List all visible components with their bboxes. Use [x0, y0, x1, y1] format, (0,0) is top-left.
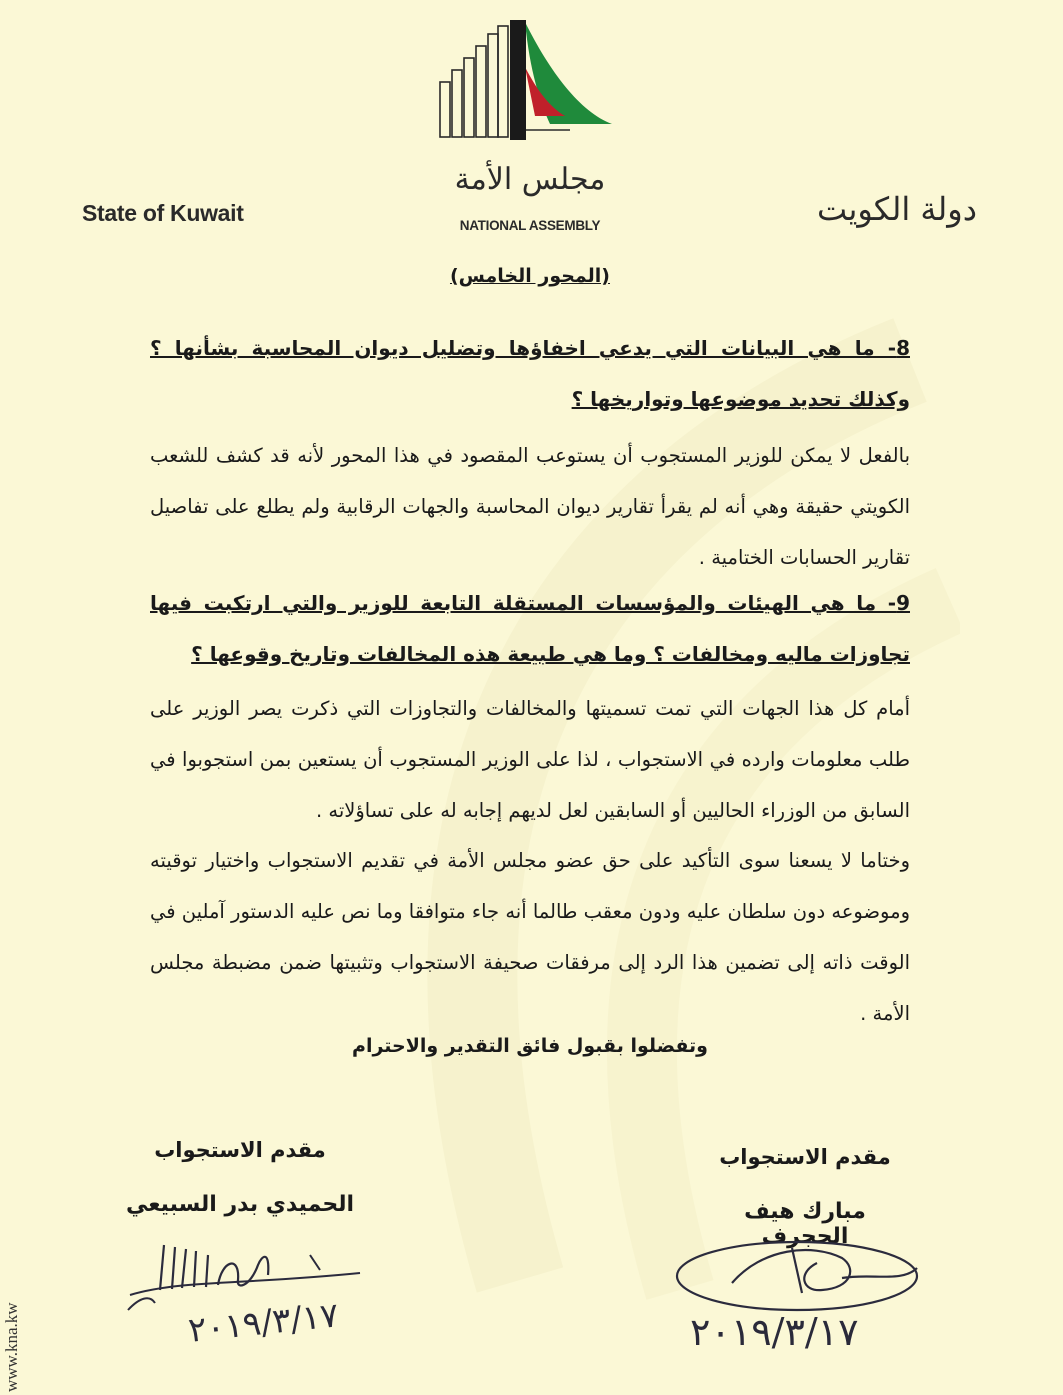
conclusion-paragraph: وختاما لا يسعنا سوى التأكيد على حق عضو مجلس الأمة في تقديم الاستجواب واختيار توقيته وموضوعه دون سلطان عليه ودون معقب طالما أنه جاء متوافقا وما نص عليه الدستور آملين في الوقت ذاته إلى تضمين هذا الرد إلى مرفقات صحيفة الاستجواب وتثبيتها ضمن مضبطة مجلس الأمة .	[150, 849, 910, 1025]
answer-8: بالفعل لا يمكن للوزير المستجوب أن يستوعب المقصود في هذا المحور لأنه قد كشف للشعب الكويتي حقيقة وهي أنه لم يقرأ تقارير ديوان المحاسبة والجهات الرقابية ولم يطلع على تفاصيل تقارير الحسابات الختامية .	[150, 444, 910, 569]
question-9: 9- ما هي الهيئات والمؤسسات المستقلة التابعة للوزير والتي ارتكبت فيها تجاوزات ماليه ومخالفات ؟ وما هي طبيعة هذه المخالفات وتاريخ وقوعها ؟	[150, 591, 910, 666]
question-8: 8- ما هي البيانات التي يدعي اخفاؤها وتضليل ديوان المحاسبة بشأنها ؟ وكذلك تحديد موضوعها وتواريخها ؟	[150, 336, 910, 411]
source-url: www.kna.kw	[2, 1302, 21, 1392]
logo-arabic-name: مجلس الأمة	[454, 162, 606, 197]
signatory-block-left	[120, 1138, 360, 1217]
section-title: (المحور الخامس)	[449, 265, 610, 287]
national-assembly-logo	[430, 12, 630, 232]
signatory-name: مبارك هيف الحجرف	[744, 1199, 866, 1249]
signature-date-left: ٢٠١٩/٣/١٧	[186, 1295, 341, 1351]
state-name-arabic: دولة الكويت	[817, 190, 977, 228]
signatory-name: الحميدي بدر السبيعي	[125, 1192, 355, 1217]
assembly-emblem-icon	[430, 12, 630, 152]
signatory-role: مقدم الاستجواب	[719, 1145, 891, 1169]
logo-english-name: NATIONAL ASSEMBLY	[459, 218, 601, 233]
signature-date-right: ٢٠١٩/٣/١٧	[690, 1310, 859, 1354]
state-name-english: State of Kuwait	[82, 200, 244, 226]
signatory-role: مقدم الاستجواب	[154, 1138, 326, 1162]
answer-9: أمام كل هذا الجهات التي تمت تسميتها والمخالفات والتجاوزات التي ذكرت يصر الوزير على طلب معلومات وارده في الاستجواب ، لذا على الوزير المستجوب أن يستعين بمن استجوبوا في السابق من الوزراء الحاليين أو السابقين لعل لديهم إجابه له على تساؤلاته .	[150, 697, 910, 822]
closing-line: وتفضلوا بقبول فائق التقدير والاحترام	[352, 1035, 708, 1057]
